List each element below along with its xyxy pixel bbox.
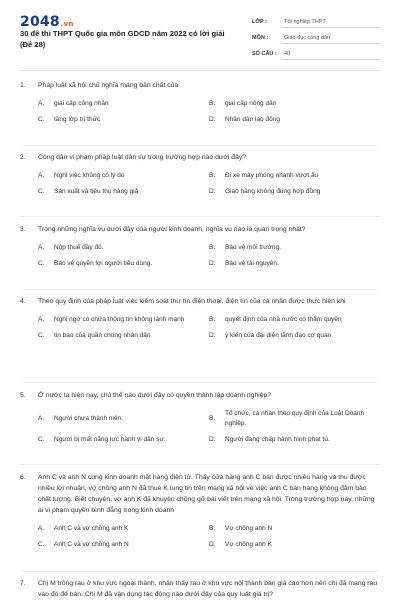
- question-number: 6.: [20, 474, 26, 481]
- meta-label: LỚP :: [252, 19, 267, 25]
- option-text: Anh C và vợ chồng anh K: [54, 525, 129, 532]
- option-a[interactable]: [38, 171, 209, 181]
- question-number: 7.: [20, 580, 26, 587]
- option-letter: A.: [38, 415, 45, 422]
- option-text: Người đang chấp hành hình phạt tù.: [225, 436, 330, 443]
- option-text: ý kiến của đại diện lãnh đạo cơ quan: [225, 332, 332, 339]
- option-c[interactable]: [38, 435, 209, 445]
- option-text: quyết định của nhà nước có thẩm quyền: [225, 316, 342, 323]
- question-divider: [20, 382, 380, 383]
- option-letter: C.: [38, 332, 45, 339]
- option-d[interactable]: [209, 435, 380, 445]
- option-letter: A.: [38, 100, 45, 107]
- option-letter: A.: [38, 525, 45, 532]
- option-text: Bảo vệ tài nguyên.: [225, 260, 279, 267]
- question-text: Pháp luật xã hội chủ nghĩa mang bản chất của: [38, 82, 179, 89]
- option-letter: C.: [38, 436, 45, 443]
- option-text: Đi xe máy phóng nhanh vượt ẩu: [225, 172, 319, 179]
- option-b[interactable]: [209, 524, 380, 534]
- option-text: Nghỉ việc không có lý do: [54, 172, 125, 179]
- option-text: tầng lớp trí thức: [54, 116, 101, 123]
- option-text: Nộp thuế đầy đủ.: [54, 244, 104, 251]
- option-letter: B.: [209, 316, 216, 323]
- option-d[interactable]: [209, 540, 380, 550]
- question-7: [20, 578, 380, 600]
- logo-suffix: .vn: [60, 20, 74, 28]
- option-text: Người chưa thành niên.: [54, 415, 123, 422]
- question-divider: [20, 571, 380, 572]
- option-d[interactable]: [209, 187, 380, 197]
- option-text: giai cấp công nhân: [54, 100, 109, 107]
- option-a[interactable]: [38, 99, 209, 109]
- question-text: Ở nước ta hiện nay, chủ thể nào dưới đây có quyền thành lập doanh nghiệp?: [38, 392, 272, 399]
- option-b[interactable]: [209, 243, 380, 253]
- meta-value: Giáo dục công dân: [282, 33, 380, 44]
- question-6: [20, 472, 380, 550]
- question-text: Trong những nghĩa vụ dưới đây của người kinh doanh, nghĩa vụ nào là quan trọng nhất?: [38, 226, 306, 233]
- question-text: Theo quy định của pháp luật việc kiểm soát thư tín điện thoại, điện tín của cá nhân được thực hiện khi: [38, 298, 346, 305]
- option-letter: C.: [38, 188, 45, 195]
- question-divider: [20, 464, 380, 465]
- meta-subject: [252, 30, 380, 46]
- option-b[interactable]: [209, 99, 380, 109]
- meta-label: MÔN :: [252, 35, 269, 41]
- option-text: Bảo vệ môi trường.: [225, 244, 281, 251]
- logo-text: 2048: [20, 14, 60, 30]
- option-letter: D.: [209, 436, 216, 443]
- option-b[interactable]: [209, 171, 380, 181]
- question-divider: [20, 145, 380, 146]
- option-c[interactable]: [38, 331, 209, 341]
- question-4: [20, 296, 380, 341]
- option-text: Giao hàng không đúng hợp đồng: [225, 188, 321, 195]
- option-letter: D.: [209, 541, 216, 548]
- question-number: 4.: [20, 298, 26, 305]
- option-b[interactable]: [209, 409, 380, 429]
- option-c[interactable]: [38, 115, 209, 125]
- option-letter: D.: [209, 260, 216, 267]
- question-number: 5.: [20, 392, 26, 399]
- question-divider: [20, 289, 380, 290]
- meta-label: SỐ CÂU :: [252, 51, 277, 57]
- option-letter: D.: [209, 332, 216, 339]
- option-text: Bảo vệ quyền lợi người tiêu dùng.: [54, 260, 153, 267]
- question-number: 2.: [20, 154, 26, 161]
- option-letter: B.: [209, 525, 216, 532]
- question-text: Anh C và anh N cùng kinh doanh mặt hàng điện tử. Thấy cửa hàng anh C bán được nhiều hàng và thu được nhiều lợi nhuận, vợ chồng anh N đã thuê K tung tin trên mạng xã hội về việc anh C bán hàng không đảm bảo chất lượng. Biết chuyện, vợ anh K đã khuyên chồng gỡ bài viết trên mạng xã hội. Trong trường hợp này, những ai vi phạm quyền bình đẳng trong kinh doanh: [38, 474, 375, 514]
- option-text: Nhân dân lao động: [225, 116, 280, 123]
- option-letter: B.: [209, 244, 216, 251]
- question-5: [20, 390, 380, 445]
- option-letter: D.: [209, 116, 216, 123]
- option-letter: A.: [38, 316, 45, 323]
- option-text: Người bị mất năng lực hành vi dân sự.: [54, 436, 166, 443]
- question-text: Công dân vi phạm pháp luật dân sự trong trường hợp nào dưới đây?: [38, 154, 247, 161]
- option-c[interactable]: [38, 259, 209, 269]
- option-b[interactable]: [209, 315, 380, 325]
- question-2: [20, 152, 380, 197]
- question-3: [20, 224, 380, 269]
- meta-value: 40: [282, 49, 380, 60]
- option-text: giai cấp nông dân: [225, 100, 277, 107]
- option-d[interactable]: [209, 259, 380, 269]
- question-1: [20, 80, 380, 125]
- option-d[interactable]: [209, 331, 380, 341]
- option-a[interactable]: [38, 243, 209, 253]
- option-a[interactable]: [38, 409, 209, 429]
- option-letter: A.: [38, 244, 45, 251]
- document-header: [0, 0, 400, 72]
- option-letter: B.: [209, 415, 216, 422]
- option-c[interactable]: [38, 187, 209, 197]
- option-d[interactable]: [209, 115, 380, 125]
- option-letter: C.: [38, 116, 45, 123]
- option-text: Vợ chồng anh N: [225, 525, 273, 532]
- exam-title: 30 đề thi THPT Quốc gia môn GDCD năm 2022 có lời giải (Đề 28): [20, 29, 225, 49]
- question-text: Chị M trồng rau ở khu vực ngoại thành, nhận thấy rau ở khu vực nội thành bán giá cao hơn nên chị đã mang rau vào đó để bán. Chị M đã vận dụng tác động nào dưới đây của quy luật giá trị?: [38, 580, 378, 598]
- question-divider: [20, 216, 380, 217]
- meta-count: [252, 46, 380, 62]
- option-text: Tổ chức, cá nhân theo quy định của Luật Doanh nghiệp.: [225, 410, 365, 427]
- option-text: Sản xuất và tiêu thụ hàng giả: [54, 188, 139, 195]
- option-a[interactable]: [38, 524, 209, 534]
- option-text: Nghi ngờ có chứa thông tin không lành mạnh: [54, 316, 185, 323]
- option-text: tin báo của quần chúng nhân dân: [54, 332, 151, 339]
- option-letter: B.: [209, 100, 216, 107]
- option-text: Anh C và vợ chồng anh N: [54, 541, 129, 548]
- question-number: 3.: [20, 226, 26, 233]
- question-number: 1.: [20, 82, 26, 89]
- option-text: Vợ chồng anh K: [225, 541, 272, 548]
- option-letter: D.: [209, 188, 216, 195]
- option-letter: C.: [38, 260, 45, 267]
- exam-meta: [252, 14, 380, 62]
- option-letter: B.: [209, 172, 216, 179]
- option-letter: A.: [38, 172, 45, 179]
- meta-value: Tốt nghiệp THPT: [282, 17, 380, 28]
- header-divider: [20, 70, 380, 71]
- meta-class: [252, 14, 380, 30]
- option-c[interactable]: [38, 540, 209, 550]
- option-letter: C.: [38, 541, 45, 548]
- option-a[interactable]: [38, 315, 209, 325]
